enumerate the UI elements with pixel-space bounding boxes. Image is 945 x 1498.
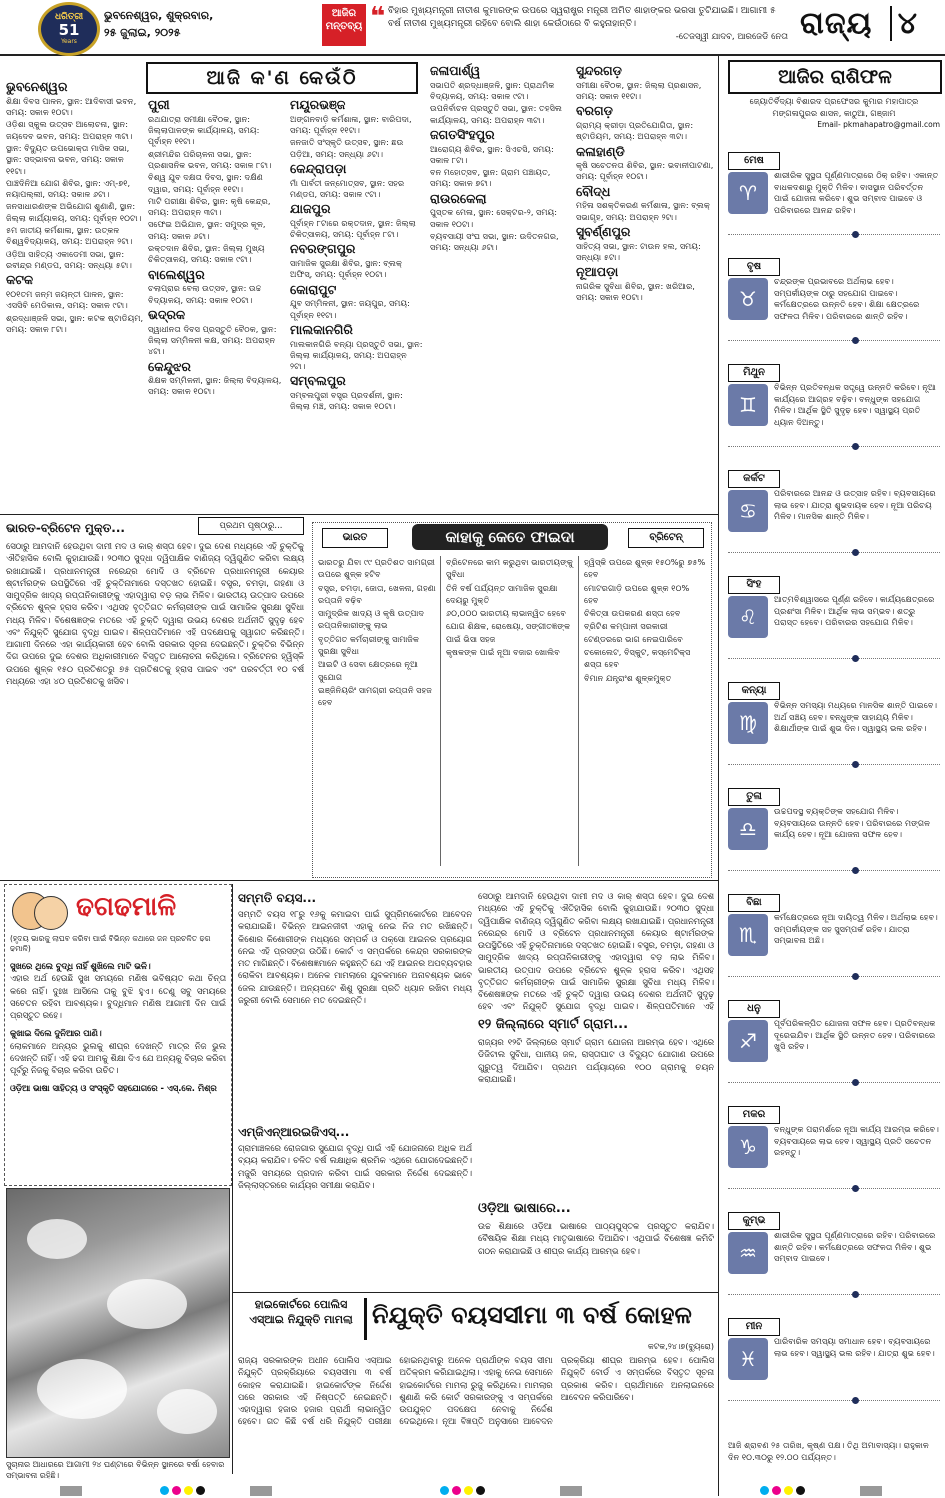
first-page-tag: ପ୍ରଥମ ପୃଷ୍ଠାରୁ... (198, 517, 304, 535)
rashi-separator (728, 1400, 940, 1402)
rashi-item (728, 362, 942, 458)
rashi-item (728, 1104, 942, 1200)
cmyk-dot (184, 1486, 193, 1495)
cmyk-dot (760, 1486, 769, 1495)
print-mark (60, 1486, 82, 1496)
zodiac-icon: ♊ (728, 384, 768, 426)
uk-points (584, 556, 706, 685)
cartoon-face-icon (34, 896, 68, 930)
rashi-forecast: ଆତ୍ମବିଶ୍ୱାସରେ ପୂର୍ଣ୍ଣ ରହିବେ। କାର୍ଯ୍ୟକ୍ଷେତ୍ରରେ ପ୍ରଶଂସା ମିଳିବ। ଆର୍ଥିକ ଲାଭ ସମ୍ଭବ। ଶତ୍ରୁ ପରାସ୍ତ ହେବେ। ପରିବାରର ସହଯୋଗ ମିଳିବ। (774, 594, 935, 628)
section-divider (0, 514, 718, 515)
dhagamali-title: ଢଗଢମାଳି (76, 892, 177, 922)
zodiac-icon: ♒ (728, 1232, 768, 1274)
rashi-forecast: ପୂର୍ବପରିକଳ୍ପିତ ଯୋଜନା ସଫଳ ହେବ। ପ୍ରତିବନ୍ଧକ ଦୂରେଇଯିବ। ଆର୍ଥିକ ସ୍ଥିତି ଉନ୍ନତ ହେବ। ପରିବାରରେ ଖୁସି ରହିବ। (774, 1018, 936, 1052)
rashi-item (728, 574, 942, 670)
rashi-name: ମେଷ (728, 152, 780, 170)
rashi-forecast: ଚନ୍ଦ୍ରଙ୍କ ପ୍ରଭାବରେ ଅର୍ଥଲାଭ ହେବ। ସମ୍ପର୍କୀୟଙ୍କ ଠାରୁ ସହଯୋଗ ପାଇବେ। କର୍ମକ୍ଷେତ୍ରରେ ଉନ୍ନତି ହେବ। ଶିକ୍ଷା କ୍ଷେତ୍ରରେ ସଫଳତା ମିଳିବ। ପରିବାରରେ ଶାନ୍ତି ରହିବ। (774, 276, 920, 321)
cmyk-dot (160, 1486, 169, 1495)
events-column-5: ସୁନ୍ଦରଗଡ଼ ସମୀକ୍ଷା ବୈଠକ, ସ୍ଥାନ: ଜିଲ୍ଲା ପ୍ରଶାସନ, ସମୟ: ସକାଳ ୧୧ଟା। ବରଗଡ଼ ଗ୍ରାମ୍ୟ କ୍ରୀଡ଼ା ପ୍ରତିଯୋଗିତା, ସ୍ଥାନ: ଷ୍ଟାଡିୟମ, ସମୟ: ଅପରାହ୍ନ ୩ଟା। କଳାହାଣ୍ଡି କୃଷି ସଚେତନତା ଶିବିର, ସ୍ଥାନ: ଭବାନୀପାଟଣା, ସମୟ: ପୂର୍ବାହ୍ନ ୧୦ଟା। ବୌଦ୍ଧ ମହିଳା ସଶକ୍ତିକରଣ କର୍ମଶାଳା, ସ୍ଥାନ: ବ୍ଲକ୍ ସଭାଗୃହ, ସମୟ: ଅପରାହ୍ନ ୨ଟା। ସୁବର୍ଣ୍ଣପୁର ସାହିତ୍ୟ ସଭା, ସ୍ଥାନ: ଟାଉନ ହଲ, ସମୟ: ସନ୍ଧ୍ୟା ୫ଟା। ନୂଆପଡ଼ା ନାଗରିକ ସୁବିଧା ଶିବିର, ସ୍ଥାନ: ଖରିଆର, ସମୟ: ସକାଳ ୧୦ଟା। (576, 63, 714, 303)
rashi-separator (728, 764, 940, 766)
kahaku-title: କାହାକୁ କେତେ ଫାଇଦା (412, 524, 608, 550)
continued-story-body: ସେଠାରୁ ଆମଦାନି ହେଉଥିବା ଦାମୀ ମଦ ଓ କାର୍ ଶସ୍ତା ହେବ। ଦୁଇ ଦେଶ ମଧ୍ୟରେ ଏହି ଚୁକ୍ତିକୁ ଐତିହାସିକ ବୋଲି କୁହାଯାଉଛି। ୨୦୩୦ ସୁଦ୍ଧା ଦ୍ୱିପାକ୍ଷିକ ବାଣିଜ୍ୟ ଦ୍ୱିଗୁଣିତ କରିବା ଲକ୍ଷ୍ୟ ରଖାଯାଇଛି। ପ୍ରଧାନମନ୍ତ୍ରୀ ନରେନ୍ଦ୍ର ମୋଦି ଓ ବ୍ରିଟେନ ପ୍ରଧାନମନ୍ତ୍ରୀ କେୟାର ଷ୍ଟାର୍ମରଙ୍କ ଉପସ୍ଥିତିରେ ଏହି ଚୁକ୍ତିନାମାରେ ଦସ୍ତଖତ ହୋଇଛି। ବସ୍ତ୍ର, ଚମଡ଼ା, ଗହଣା ଓ ସାମୁଦ୍ରିକ ଖାଦ୍ୟ ରପ୍ତାନିକାରୀଙ୍କୁ ଏହାଦ୍ୱାରା ବଡ଼ ଲାଭ ମିଳିବ। ଭାରତୀୟ ଉତ୍ପାଦ ଉପରେ ବ୍ରିଟେନ ଶୁଳ୍କ ହ୍ରାସ କରିବ। ଏଥିସହ ବୃତ୍ତିଗତ କର୍ମଚାରୀଙ୍କ ପାଇଁ ସାମାଜିକ ସୁରକ୍ଷା ସୁବିଧା ମଧ୍ୟ ମିଳିବ। ବିଶେଷଜ୍ଞଙ୍କ ମତରେ ଏହି ଚୁକ୍ତି ଦ୍ୱାରା ଉଭୟ ଦେଶର ଅର୍ଥନୀତି ସୁଦୃଢ଼ ହେବ ଏବଂ ନିଯୁକ୍ତି ସୁଯୋଗ ବୃଦ୍ଧି ପାଇବ। ଶିଳ୍ପପତିମାନେ ଏହି (478, 891, 714, 1012)
uk-point: ଚକୋଲେଟ, ବିସ୍କୁଟ, କସ୍ମେଟିକ୍ସ ଶସ୍ତା ହେବ (584, 647, 691, 670)
cmyk-dot (476, 1486, 485, 1495)
dhagamali-entry: ସୁଖରେ ଥିଲେ ବୁଦ୍ଧି ନାହିଁ ଶୁଖିଲେ ମାଟି ଭଳି। ଏହାର ଅର୍ଥ ହେଉଛି ସୁଖ ସମୟରେ ମଣିଷ ଭବିଷ୍ୟତ କଥା ଚିନ୍ତା କରେ ନାହିଁ। ଦୁଃଖ ଆସିଲେ ତାକୁ ବୁଝି ହୁଏ। ତେଣୁ ସବୁ ସମୟରେ ସଚେତନ ରହିବା ଆବଶ୍ୟକ। ବୁଦ୍ଧିମାନ ମଣିଷ ଆଗାମୀ ଦିନ ପାଇଁ ପ୍ରସ୍ତୁତ ରହେ। କୁଖାଇ ଦିଲେ ଦୁନିଆର ପାଣି। ଲୋକମାନେ ଅନ୍ୟର ଭୁଲକୁ ଶୀଘ୍ର ଦେଖନ୍ତି ମାତ୍ର ନିଜ ଭୁଲ ଦେଖନ୍ତି ନାହିଁ। ଏହି ଢଗ ଆମକୁ ଶିକ୍ଷା ଦିଏ ଯେ ଅନ୍ୟକୁ ବିଚାର କରିବା ପୂର୍ବରୁ ନିଜକୁ ବିଚାର କରିବା ଉଚିତ। ଓଡ଼ିଆ ଭାଷା ସାହିତ୍ୟ ଓ ସଂସ୍କୃତି ସହଯୋଗରେ - ଏସ୍.କେ. ମିଶ୍ର (10, 961, 226, 1094)
rashi-forecast: ପାରିବାରିକ ସମସ୍ୟା ସମାଧାନ ହେବ। ବ୍ୟବସାୟରେ ଲାଭ ହେବ। ସ୍ୱାସ୍ଥ୍ୟ ଭଲ ରହିବ। ଯାତ୍ରା ଶୁଭ ହେବ। (774, 1336, 935, 1358)
zodiac-icon: ♍ (728, 702, 768, 744)
rashi-item (728, 150, 942, 246)
kahaku-divider (440, 556, 441, 866)
rashi-separator (728, 870, 940, 872)
uk-point: ବ୍ରିଟିଶ କମ୍ପାନୀ ସରକାରୀ ଟେଣ୍ଡରରେ ଭାଗ ନେଇପାରିବେ (584, 621, 683, 644)
cmyk-dot (464, 1486, 473, 1495)
mnrega-body: ଗ୍ରାମାଞ୍ଚଳରେ ରୋଜଗାର ସୁଯୋଗ ବୃଦ୍ଧି ପାଇଁ ଏହି ଯୋଜନାରେ ଅଧିକ ଅର୍ଥ ବ୍ୟୟ କରାଯିବ। ଚଳିତ ବର୍ଷ ଲକ୍ଷାଧିକ ଶ୍ରମିକ ଏଥିରେ ଯୋଗଦେଇଛନ୍ତି। ମଜୁରି ସମୟରେ ପ୍ରଦାନ କରିବା ପାଇଁ ସରକାର ନିର୍ଦ୍ଦେଶ ଦେଇଛନ୍ତି। ଜିଲ୍ଲାସ୍ତରରେ କାର୍ଯ୍ୟର ସମୀକ୍ଷା କରାଯିବ। (238, 1143, 472, 1190)
zodiac-icon: ♋ (728, 490, 768, 532)
events-column-4: ଜଳାପାର୍ଶ୍ୱ ସଭାପତି ଶ୍ରଦ୍ଧାଞ୍ଜଳି, ସ୍ଥାନ: ପ୍ରାଥମିକ ବିଦ୍ୟାଳୟ, ସମୟ: ସକାଳ ୯ଟା। ଉପନିର୍ବାଚନ ପ୍ରସ୍ତୁତି ସଭା, ସ୍ଥାନ: ତହସିଲ କାର୍ଯ୍ୟାଳୟ, ସମୟ: ଅପରାହ୍ନ ୩ଟା। ଜଗତସିଂହପୁର ଆରୋଗ୍ୟ ଶିବିର, ସ୍ଥାନ: ସିଏଚସି, ସମୟ: ସକାଳ ୮ଟା। ବନ ମହୋତ୍ସବ, ସ୍ଥାନ: ଗ୍ରାମ ପଞ୍ଚାୟତ, ସମୟ: ସକାଳ ୭ଟା। ରାଉରକେଲା ପୁସ୍ତକ ମେଳା, ସ୍ଥାନ: ସେକ୍ଟର-୨, ସମୟ: ସକାଳ ୧୦ଟା। ବ୍ୟବସାୟୀ ସଂଘ ସଭା, ସ୍ଥାନ: ଉଦିତନଗର, ସମୟ: ସନ୍ଧ୍ୟା ୬ଟା। (430, 63, 563, 253)
bottom-body: ରାଜ୍ୟ ସରକାରଙ୍କ ଅଧୀନ ପୋଲିସ ଏସ୍ଆଇ ନିଯୁକ୍ତି ପ୍ରକ୍ରିୟାରେ ବୟସସୀମା ୩ ବର୍ଷ କୋହଳ କରାଯାଇଛି। ହାଇକୋର୍ଟଙ୍କ ନିର୍ଦ୍ଦେଶ ପରେ ସରକାର ଏହି ନିଷ୍ପତ୍ତି ନେଇଛନ୍ତି। ଏହାଦ୍ୱାରା ହଜାର ହଜାର ପ୍ରାର୍ଥୀ ଲାଭାନ୍ୱିତ ହେବେ। ଗତ କିଛି ବର୍ଷ ଧରି ନିଯୁକ୍ତି ପରୀକ୍ଷା ହୋଇନଥିବାରୁ ଅନେକ ପ୍ରାର୍ଥୀଙ୍କ ବୟସ ସୀମା ଅତିକ୍ରମ କରିଯାଇଥିଲା। ଏହାକୁ ନେଇ ସେମାନେ ହାଇକୋର୍ଟରେ ମାମଲା ରୁଜୁ କରିଥିଲେ। ମାମଲାର ଶୁଣାଣି କରି କୋର୍ଟ ସରକାରଙ୍କୁ ଏ ସମ୍ପର୍କରେ ଉପଯୁକ୍ତ ପଦକ୍ଷେପ ନେବାକୁ ନିର୍ଦ୍ଦେଶ ଦେଇଥିଲେ। ନୂଆ ବିଜ୍ଞପ୍ତି ଅନୁସାରେ ଆବେଦନ ପ୍ରକ୍ରିୟା ଶୀଘ୍ର ଆରମ୍ଭ ହେବ। ପୋଲିସ ନିଯୁକ୍ତି ବୋର୍ଡ ଏ ସମ୍ପର୍କରେ ବିସ୍ତୃତ ସୂଚନା ପ୍ରକାଶ କରିବ। ପ୍ରାର୍ଥୀମାନେ ଅନଲାଇନରେ ଆବେଦନ କରିପାରିବେ। (238, 1355, 714, 1427)
uk-point: ହ୍ୱିସ୍କି ଉପରେ ଶୁଳ୍କ ୧୫୦%ରୁ ୭୫% ହେବ (584, 557, 706, 580)
rashi-name: ମକର (728, 1106, 780, 1124)
zilla-gram-headline: ୧୨ ଜିଲ୍ଲାରେ ସ୍ମାର୍ଟ ଗ୍ରାମ... (478, 1017, 629, 1032)
india-britain-headline: ଭାରତ-ବ୍ରିଟେନ ମୁକ୍ତ... (6, 521, 125, 535)
zodiac-icon: ♐ (728, 1020, 768, 1062)
india-point: ସାମୁଦ୍ରିକ ଖାଦ୍ୟ ଓ କୃଷି ଉତ୍ପାଦ ରପ୍ତାନିକାରୀଙ୍କୁ ଲାଭ (318, 608, 425, 631)
rashi-separator (728, 340, 940, 342)
cmyk-dot (784, 1486, 793, 1495)
cmyk-dot (172, 1486, 181, 1495)
print-mark (860, 1486, 882, 1496)
rashi-item (728, 256, 942, 352)
rashi-separator (728, 1188, 940, 1190)
india-points (318, 556, 436, 710)
rashi-separator (728, 1294, 940, 1296)
rashi-name: ତୁଳା (728, 788, 780, 806)
zodiac-icon: ♓ (728, 1338, 768, 1380)
sammati-headline: ସମ୍ମତି ବୟସ... (238, 891, 317, 905)
zilla-gram-body: ରାଜ୍ୟର ୧୨ଟି ଜିଲ୍ଲାରେ ସ୍ମାର୍ଟ ଗ୍ରାମ ଯୋଜନା ଆରମ୍ଭ ହେବ। ଏଥିରେ ଡିଜିଟାଲ ସୁବିଧା, ପାନୀୟ ଜଳ, ରାସ୍ତାଘାଟ ଓ ବିଦ୍ୟୁତ ଯୋଗାଣ ଉପରେ ଗୁରୁତ୍ୱ ଦିଆଯିବ। ପ୍ରଥମ ପର୍ଯ୍ୟାୟରେ ୧୦୦ ଗ୍ରାମକୁ ଚୟନ କରାଯାଇଛି। (478, 1037, 714, 1084)
section-divider (232, 1292, 718, 1293)
odia-bhasa-headline: ଓଡ଼ିଆ ଭାଷାରେ... (478, 1201, 571, 1216)
rashi-forecast: ବିଭିନ୍ନ ସମସ୍ୟା ମଧ୍ୟରେ ମାନସିକ ଶାନ୍ତି ପାଇବେ। ଅର୍ଥ ସଞ୍ଚୟ ହେବ। ବନ୍ଧୁଙ୍କ ସାହାଯ୍ୟ ମିଳିବ। ଶିକ୍ଷାର୍ଥୀଙ୍କ ପାଇଁ ଶୁଭ ଦିନ। ସ୍ୱାସ୍ଥ୍ୟ ଭଲ ରହିବ। (774, 700, 938, 734)
rashi-forecast: ବନ୍ଧୁଙ୍କ ପରାମର୍ଶରେ ନୂଆ କାର୍ଯ୍ୟ ଆରମ୍ଭ କରିବେ। ବ୍ୟବସାୟରେ ଲାଭ ହେବ। ସ୍ୱାସ୍ଥ୍ୟ ପ୍ରତି ସଚେତନ ରହନ୍ତୁ। (774, 1124, 939, 1158)
zodiac-icon: ♎ (728, 808, 768, 850)
india-point: ଇଞ୍ଜିନିୟରିଂ ସାମଗ୍ରୀ ରପ୍ତାନି ସହଜ ହେବ (318, 684, 432, 708)
rashi-forecast: ପରିବାରରେ ଆନନ୍ଦ ଓ ଉତ୍ସାହ ରହିବ। ବ୍ୟବସାୟରେ ଲାଭ ହେବ। ଯାତ୍ରା ଶୁଭଦାୟକ ହେବ। ନୂଆ ପରିଚୟ ମିଳିବ। ମାନସିକ ଶାନ୍ତି ମିଳିବ। (774, 488, 936, 522)
rashi-name: କୁମ୍ଭ (728, 1212, 780, 1230)
india-point: ବୃତ୍ତିଗତ କର୍ମଚାରୀଙ୍କୁ ସାମାଜିକ ସୁରକ୍ଷା ସୁବିଧା (318, 633, 420, 657)
middle-points (446, 556, 574, 659)
rashi-item (728, 1210, 942, 1306)
uk-point: ବିମାନ ଯନ୍ତ୍ରାଂଶ ଶୁଳ୍କମୁକ୍ତ (584, 672, 672, 683)
rashi-name: କନ୍ୟା (728, 682, 780, 700)
zodiac-icon: ♏ (728, 914, 768, 956)
rashi-item (728, 998, 942, 1094)
quote-mark-icon: ❝ (370, 2, 386, 32)
cmyk-dot (772, 1486, 781, 1495)
odia-bhasa-body: ଉଚ୍ଚ ଶିକ୍ଷାରେ ଓଡ଼ିଆ ଭାଷାରେ ପାଠ୍ୟପୁସ୍ତକ ପ୍ରସ୍ତୁତ କରାଯିବ। ବୈଷୟିକ ଶିକ୍ଷା ମଧ୍ୟ ମାତୃଭାଷାରେ ଦିଆଯିବ। ଏଥିପାଇଁ ବିଶେଷଜ୍ଞ କମିଟି ଗଠନ କରାଯାଇଛି ଓ ଶୀଘ୍ର କାର୍ଯ୍ୟ ଆରମ୍ଭ ହେବ। (478, 1221, 714, 1256)
column-divider (718, 56, 719, 1496)
middle-point: ଯୋଗ ଶିକ୍ଷକ, ରୋଷେୟା, ସଙ୍ଗୀତଜ୍ଞଙ୍କ ପାଇଁ ଭିସା ସହଜ (446, 621, 571, 644)
rashi-forecast: ବିଭିନ୍ନ ପ୍ରତିବନ୍ଧକ ସତ୍ତ୍ୱେ ଉନ୍ନତି କରିବେ। ନୂଆ କାର୍ଯ୍ୟରେ ଆଗ୍ରହ ବଢ଼ିବ। ବନ୍ଧୁଙ୍କ ସହଯୋଗ ମିଳିବ। ଆର୍ଥିକ ସ୍ଥିତି ସୁଦୃଢ଼ ହେବ। ସ୍ୱାସ୍ଥ୍ୟ ପ୍ରତି ଧ୍ୟାନ ଦିଅନ୍ତୁ। (774, 382, 936, 427)
weather-satellite-map (6, 1188, 230, 1458)
rashi-forecast: କର୍ମକ୍ଷେତ୍ରରେ ନୂଆ ଦାୟିତ୍ୱ ମିଳିବ। ଅର୍ଥଲାଭ ହେବ। ସମ୍ପର୍କୀୟଙ୍କ ସହ ସୁସମ୍ପର୍କ ରହିବ। ଯାତ୍ରା ସମ୍ଭାବନା ଅଛି। (774, 912, 938, 946)
print-mark (560, 1486, 582, 1496)
weather-caption: ସୁଚାନାର ଆଧାରରେ ଆଗାମୀ ୨୪ ଘଣ୍ଟାରେ ବିଭିନ୍ନ ସ୍ଥାନରେ ବର୍ଷା ହେବାର ସମ୍ଭାବନା ରହିଛି। (6, 1460, 225, 1480)
rashi-separator (728, 234, 940, 236)
rashi-item (728, 680, 942, 776)
rashi-item (728, 468, 942, 564)
print-mark (250, 1486, 272, 1496)
column-divider (232, 884, 233, 1474)
middle-point: କୃଷକଙ୍କ ପାଇଁ ନୂଆ ବଜାର ଖୋଲିବ (446, 647, 560, 658)
rashi-name: ମିଥୁନ (728, 364, 780, 382)
astrologer-credit: ଜ୍ୟୋତିର୍ବିଦ୍ୟା ବିଶାରଦ ପ୍ରଫେସର କୁମାର ମହାପାତ୍ର ମଙ୍ଗଳାପୁରର ଶାସନ, କାଠୁଆ, ଗଞ୍ଜାମ Email- pkmahapatro@gmail.com (749, 96, 940, 129)
india-point: ବସ୍ତ୍ର, ଚମଡ଼ା, ଜୋତା, ଖେଳନା, ଗହଣା ରପ୍ତାନି ବଢ଼ିବ (318, 582, 436, 605)
rashi-name: କର୍କଟ (728, 470, 780, 488)
rashi-item (728, 1316, 942, 1412)
rashi-name: ଧନୁ (728, 1000, 780, 1018)
section-divider (0, 880, 718, 881)
panjika-footer: ଆଜି ଶ୍ରାବଣ ୨୫ ତାରିଖ, କୃଷ୍ଣ ପକ୍ଷ। ତିଥି ଅମାବାସ୍ୟା। ରାହୁକାଳ ଦିନ ୧୦.୩୦ରୁ ୧୨.୦୦ ପର୍ଯ୍ୟନ୍ତ। (728, 1440, 929, 1462)
cmyk-dot (796, 1486, 805, 1495)
zodiac-icon: ♌ (728, 596, 768, 638)
logo: ଧରିତ୍ରୀ 51 Years (38, 2, 100, 56)
india-point: ଭାରତରୁ ଯିବା ୯୯ ପ୍ରତିଶତ ସାମଗ୍ରୀ ଉପରେ ଶୁଳ୍କ ହଟିବ (318, 557, 435, 580)
middle-point: ୬୦,୦୦୦ ଭାରତୀୟ ଲାଭାନ୍ୱିତ ହେବେ (446, 608, 566, 619)
quote-of-day: ବିହାର ମୁଖ୍ୟମନ୍ତ୍ରୀ ନୀତୀଶ କୁମାରଙ୍କ ଉପରେ ସ୍ୱରାଷ୍ଟ୍ର ମନ୍ତ୍ରୀ ଅମିତ ଶାହାଙ୍କର ଭରସା ତୁଟିଯାଇଛି। ଆଗାମୀ ୫ ବର୍ଷ ନୀତୀଶ ମୁଖ୍ୟମନ୍ତ୍ରୀ ରହିବେ ବୋଲି ଶାହା କେଉଁଠାରେ ବି କହୁନାହାନ୍ତି। -ତେଜସ୍ୱୀ ଯାଦବ, ଆରଜେଡି ନେତା (388, 6, 788, 43)
uk-point: ମୋଟରଗାଡ଼ି ଉପରେ ଶୁଳ୍କ ୧୦% ହେବ (584, 582, 690, 605)
cmyk-dot (440, 1486, 449, 1495)
aaji-kana-keunthi-banner: ଆଜି କ'ଣ କେଉଁଠି (146, 62, 418, 94)
rashi-forecast: ଶାରୀରିକ ସୁସ୍ଥତା ପୂର୍ଣ୍ଣମାତ୍ରାରେ ରହିବ। ପରିବାରରେ ଶାନ୍ତି ରହିବ। କର୍ମକ୍ଷେତ୍ରରେ ସଫଳତା ମିଳିବ। ଶୁଭ ସମ୍ବାଦ ପାଇବେ। (774, 1230, 936, 1264)
sammati-body: ସମ୍ମତି ବୟସ ୧୮ରୁ ୧୬କୁ କମାଇବା ପାଇଁ ସୁପ୍ରିମକୋର୍ଟରେ ଆବେଦନ କରାଯାଇଛି। ବିଭିନ୍ନ ଆଇନଜୀବୀ ଏହାକୁ ନେଇ ନିଜ ମତ ରଖିଛନ୍ତି। କିଶୋର କିଶୋରୀଙ୍କ ମଧ୍ୟରେ ସମ୍ପର୍କ ଓ ପକ୍ସୋ ଆଇନର ପ୍ରୟୋଗ ନେଇ ଏହି ପ୍ରସଙ୍ଗ ଉଠିଛି। କୋର୍ଟ ଏ ସମ୍ପର୍କରେ କେନ୍ଦ୍ର ସରକାରଙ୍କ ମତ ମାଗିଛନ୍ତି। ବିଶେଷଜ୍ଞମାନେ କହୁଛନ୍ତି ଯେ ଏହି ଆଇନର ଅପବ୍ୟବହାର ରୋକିବା ଆବଶ୍ୟକ। ଅନେକ ମାମଲାରେ ଯୁବକମାନେ ଅନାବଶ୍ୟକ ଭାବେ ଜେଲ ଯାଉଛନ୍ତି। ଅନ୍ୟପଟେ ଶିଶୁ ସୁରକ୍ଷା ପ୍ରତି ଧ୍ୟାନ ରଖିବା ମଧ୍ୟ ଜରୁରୀ ବୋଲି ସେମାନେ ମତ ଦେଇଛନ୍ତି। (238, 909, 472, 1005)
rashi-name: ମୀନ (728, 1318, 780, 1336)
events-column-1: ଭୁବନେଶ୍ୱର ଶିକ୍ଷା ଦିବସ ପାଳନ, ସ୍ଥାନ: ଆଦିବାସୀ ଭବନ, ସମୟ: ସକାଳ ୧୦ଟା। ଓଡ଼ିଶା ସ୍କୁଲ ଉତ୍ସବ ଆଲୋଚନା, ସ୍ଥାନ: ଜୟଦେବ ଭବନ, ସମୟ: ଅପରାହ୍ନ ୩ଟା। ସ୍ଥାନ: ବିଦ୍ୟୁତ ଉପଭୋକ୍ତା ମାସିକ ସଭା, ସ୍ଥାନ: ସଦ୍ଭାବନା ଭବନ, ସମୟ: ସକାଳ ୧୧ଟା। ପାଞ୍ଚଦିନିଆ ଯୋଗ ଶିବିର, ସ୍ଥାନ: ଏମ୍-୭୧, ନୟାପଲ୍ଲୀ, ସମୟ: ସକାଳ ୬ଟା। ଜନସାଧାରଣଙ୍କ ଅଭିଯୋଗ ଶୁଣାଣି, ସ୍ଥାନ: ଜିଲ୍ଲା କାର୍ଯ୍ୟାଳୟ, ସମୟ: ପୂର୍ବାହ୍ନ ୧୦ଟା। ୫ମ ଜାତୀୟ କର୍ମଶାଳା, ସ୍ଥାନ: ଉତ୍କଳ ବିଶ୍ୱବିଦ୍ୟାଳୟ, ସମୟ: ଅପରାହ୍ନ ୨ଟା। ଓଡ଼ିଆ ସାହିତ୍ୟ ଏକାଡେମୀ ସଭା, ସ୍ଥାନ: ରବୀନ୍ଦ୍ର ମଣ୍ଡପ, ସମୟ: ସନ୍ଧ୍ୟା ୫ଟା। କଟକ ୧୦୧ତମ ଜନ୍ମ ଜୟନ୍ତୀ ପାଳନ, ସ୍ଥାନ: ଏସସିବି ମେଡିକାଲ, ସମୟ: ସକାଳ ୯ଟା। ଶ୍ରଦ୍ଧାଞ୍ଜଳି ସଭା, ସ୍ଥାନ: କଟକ ଷ୍ଟାଡିୟମ, ସମୟ: ସକାଳ ୮ଟା। (6, 79, 144, 334)
rashi-separator (728, 976, 940, 978)
zodiac-icon: ♉ (728, 278, 768, 320)
rashi-forecast: ଉଚ୍ଚପଦସ୍ଥ ବ୍ୟକ୍ତିଙ୍କ ସହଯୋଗ ମିଳିବ। ବ୍ୟବସାୟରେ ଉନ୍ନତି ହେବ। ପରିବାରରେ ମଙ୍ଗଳ କାର୍ଯ୍ୟ ହେବ। ନୂଆ ଯୋଜନା ସଫଳ ହେବ। (774, 806, 931, 840)
events-column-3: ମୟୂରଭଞ୍ଜ ଅଙ୍ଗନବାଡ଼ି କର୍ମଶାଳା, ସ୍ଥାନ: ବାରିପଦା, ସମୟ: ପୂର୍ବାହ୍ନ ୧୧ଟା। ଜନଜାତି ସଂସ୍କୃତି ଉତ୍ସବ, ସ୍ଥାନ: ଛଉ ପଡ଼ିଆ, ସମୟ: ସନ୍ଧ୍ୟା ୬ଟା। କେନ୍ଦ୍ରାପଡ଼ା ମାଁ ପାର୍ବତୀ ଜନ୍ମୋତ୍ସବ, ସ୍ଥାନ: ସହର ମଣ୍ଡପ, ସମୟ: ସକାଳ ୯ଟା। ଯାଜପୁର ପୂର୍ବାହ୍ନ ୮ଟାରେ ରକ୍ତଦାନ, ସ୍ଥାନ: ଜିଲ୍ଲା ଚିକିତ୍ସାଳୟ, ସମୟ: ପୂର୍ବାହ୍ନ ୮ଟା। ନବରଙ୍ଗପୁର ସାମାଜିକ ସୁରକ୍ଷା ଶିବିର, ସ୍ଥାନ: ବ୍ଲକ୍ ଅଫିସ୍, ସମୟ: ପୂର୍ବାହ୍ନ ୧୦ଟା। କୋରାପୁଟ ଯୁବ ସମ୍ମିଳନୀ, ସ୍ଥାନ: ଜୟପୁର, ସମୟ: ପୂର୍ବାହ୍ନ ୧୧ଟା। ମାଲକାନଗିରି ମାଲକାନଗିରି ବନ୍ୟା ପ୍ରସ୍ତୁତି ସଭା, ସ୍ଥାନ: ଜିଲ୍ଲା କାର୍ଯ୍ୟାଳୟ, ସମୟ: ଅପରାହ୍ନ ୨ଟା। ସମ୍ବଲପୁର ସମ୍ବଲପୁରୀ ବସ୍ତ୍ର ପ୍ରଦର୍ଶନୀ, ସ୍ଥାନ: ଜିଲ୍ଲା ମଞ୍ଚ, ସମୟ: ସକାଳ ୧୦ଟା। (290, 97, 423, 412)
india-britain-body: ସେଠାରୁ ଆମଦାନି ହେଉଥିବା ଦାମୀ ମଦ ଓ କାର୍ ଶସ୍ତା ହେବ। ଦୁଇ ଦେଶ ମଧ୍ୟରେ ଏହି ଚୁକ୍ତିକୁ ଐତିହାସିକ ବୋଲି କୁହାଯାଉଛି। ୨୦୩୦ ସୁଦ୍ଧା ଦ୍ୱିପାକ୍ଷିକ ବାଣିଜ୍ୟ ଦ୍ୱିଗୁଣିତ କରିବା ଲକ୍ଷ୍ୟ ରଖାଯାଇଛି। ପ୍ରଧାନମନ୍ତ୍ରୀ ନରେନ୍ଦ୍ର ମୋଦି ଓ ବ୍ରିଟେନ ପ୍ରଧାନମନ୍ତ୍ରୀ କେୟାର ଷ୍ଟାର୍ମରଙ୍କ ଉପସ୍ଥିତିରେ ଏହି ଚୁକ୍ତିନାମାରେ ଦସ୍ତଖତ ହୋଇଛି। ବସ୍ତ୍ର, ଚମଡ଼ା, ଗହଣା ଓ ସାମୁଦ୍ରିକ ଖାଦ୍ୟ ରପ୍ତାନିକାରୀଙ୍କୁ ଏହାଦ୍ୱାରା ବଡ଼ ଲାଭ ମିଳିବ। ଭାରତୀୟ ଉତ୍ପାଦ ଉପରେ ବ୍ରିଟେନ ଶୁଳ୍କ ହ୍ରାସ କରିବ। ଏଥିସହ ବୃତ୍ତିଗତ କର୍ମଚାରୀଙ୍କ ପାଇଁ ସାମାଜିକ ସୁରକ୍ଷା ସୁବିଧା ମଧ୍ୟ ମିଳିବ। ବିଶେଷଜ୍ଞଙ୍କ ମତରେ ଏହି ଚୁକ୍ତି ଦ୍ୱାରା ଉଭୟ ଦେଶର ଅର୍ଥନୀତି ସୁଦୃଢ଼ ହେବ ଏବଂ ନିଯୁକ୍ତି ସୁଯୋଗ ବୃଦ୍ଧି ପାଇବ। ଶିଳ୍ପପତିମାନେ ଏହି ପଦକ୍ଷେପକୁ ସ୍ୱାଗତ କରିଛନ୍ତି। ଆଗାମୀ ଦିନରେ ଏହା କାର୍ଯ୍ୟକାରୀ ହେବ ବୋଲି ସରକାର ସୂଚନା ଦେଇଛନ୍ତି। ଚୁକ୍ତିର ବିଭିନ୍ନ ଦିଗ ଉପରେ ଦୁଇ ଦେଶର ଅଧିକାରୀମାନେ ବିସ୍ତୃତ ଆଲୋଚନା କରିଥିଲେ। ବ୍ରିଟେନର ହ୍ୱିସ୍କି ଉପରେ ଶୁଳ୍କ ୧୫୦ ପ୍ରତିଶତରୁ ୭୫ ପ୍ରତିଶତକୁ ହ୍ରାସ ପାଇବ ଏବଂ ପରବର୍ତ୍ତୀ ୧୦ ବର୍ଷ ମଧ୍ୟରେ ଏହା ୪୦ ପ୍ରତିଶତକୁ ଖସିବ। (6, 541, 304, 686)
dateline: ଭୁବନେଶ୍ୱର, ଶୁକ୍ରବାର, ୨୫ ଜୁଲାଇ, ୨୦୨୫ (104, 9, 214, 39)
zodiac-icon: ♑ (728, 1126, 768, 1168)
bottom-dateline: କଟକ,୨୪।୭(ବ୍ୟୁରୋ) (647, 1342, 714, 1351)
bottom-headline: ନିଯୁକ୍ତି ବୟସସୀମା ୩ ବର୍ଷ କୋହଳ (372, 1301, 692, 1329)
rashi-separator (728, 1082, 940, 1084)
rashi-separator (728, 658, 940, 660)
middle-point: ତିନି ବର୍ଷ ପର୍ଯ୍ୟନ୍ତ ସାମାଜିକ ସୁରକ୍ଷା ଦେୟରୁ ମୁକ୍ତି (446, 582, 558, 605)
rashi-item (728, 786, 942, 882)
india-label: ଭାରତ (322, 528, 388, 548)
uk-point: ଚିକିତ୍ସା ଉପକରଣ ଶସ୍ତା ହେବ (584, 608, 681, 619)
page-title: ରାଜ୍ୟ ୪ (800, 6, 919, 41)
rashi-name: ବିଛା (728, 894, 780, 912)
britain-label: ବ୍ରିଟେନ୍ (628, 528, 704, 548)
cmyk-dot (196, 1486, 205, 1495)
rashi-name: ବୃଷ (728, 258, 780, 276)
headline-bar (364, 1298, 367, 1340)
rashi-separator (728, 446, 940, 448)
kahaku-divider (578, 556, 579, 866)
rashi-name: ସିଂହ (728, 576, 780, 594)
cmyk-dot (452, 1486, 461, 1495)
dhagamali-subtitle: (ହୃଦୟ ଭାରକୁ ଲାଘବ କରିବା ପାଇଁ ବିଭିନ୍ନ କଥାରେ ଜନ ପ୍ରଚଳିତ ଢଗ ଢମାଳି) (10, 934, 211, 954)
rashiphala-title: ଆଜିର ରାଶିଫଳ (728, 60, 942, 94)
bottom-kicker: ହାଇକୋର୍ଟରେ ପୋଲିସ ଏସ୍ଆଇ ନିଯୁକ୍ତି ମାମଲା (249, 1298, 353, 1326)
zodiac-icon: ♈ (728, 172, 768, 214)
events-column-2: ପୁରୀ ରଥଯାତ୍ରା ସମୀକ୍ଷା ବୈଠକ, ସ୍ଥାନ: ଜିଲ୍ଲାପାଳଙ୍କ କାର୍ଯ୍ୟାଳୟ, ସମୟ: ପୂର୍ବାହ୍ନ ୧୧ଟା। ଶ୍ରୀମନ୍ଦିର ପରିଚାଳନା ସଭା, ସ୍ଥାନ: ପ୍ରଶାସନିକ ଭବନ, ସମୟ: ସକାଳ ୮ଟା। ବିଶ୍ୱ ଯୁବ ଦକ୍ଷତା ଦିବସ, ସ୍ଥାନ: ଦକ୍ଷିଣ ଦ୍ୱାର, ସମୟ: ପୂର୍ବାହ୍ନ ୧୧ଟା। ମାଟି ପରୀକ୍ଷା ଶିବିର, ସ୍ଥାନ: କୃଷି କେନ୍ଦ୍ର, ସମୟ: ଅପରାହ୍ନ ୩ଟା। ସଫେଇ ଅଭିଯାନ, ସ୍ଥାନ: ସମୁଦ୍ର କୂଳ, ସମୟ: ସକାଳ ୬ଟା। ରକ୍ତଦାନ ଶିବିର, ସ୍ଥାନ: ଜିଲ୍ଲା ମୁଖ୍ୟ ଚିକିତ୍ସାଳୟ, ସମୟ: ସକାଳ ୯ଟା। ବାଲେଶ୍ୱର ଚଲାପ୍ରାର ବେଲା ଉତ୍ସବ, ସ୍ଥାନ: ଉଚ୍ଚ ବିଦ୍ୟାଳୟ, ସମୟ: ସକାଳ ୧୦ଟା। ଭଦ୍ରକ ସ୍ୱାଧୀନତା ଦିବସ ପ୍ରସ୍ତୁତି ବୈଠକ, ସ୍ଥାନ: ଜିଲ୍ଲା ସମ୍ମିଳନୀ କକ୍ଷ, ସମୟ: ଅପରାହ୍ନ ୪ଟା। କେନ୍ଦୁଝର ଶିକ୍ଷକ ସମ୍ମିଳନୀ, ସ୍ଥାନ: ଜିଲ୍ଲା ବିଦ୍ୟାଳୟ, ସମୟ: ସକାଳ ୧୦ଟା। (148, 97, 282, 397)
india-point: ଆଇଟି ଓ ସେବା କ୍ଷେତ୍ରରେ ନୂଆ ସୁଯୋଗ (318, 659, 418, 682)
ajira-mantavya-badge: ଆଜିର ମନ୍ତବ୍ୟ (322, 4, 366, 46)
rashi-item (728, 892, 942, 988)
mnrega-headline: ଏମ୍‌ଜିଏନ୍‌ଆରଇଜିଏସ୍... (238, 1125, 350, 1139)
rashi-forecast: ଶାରୀରିକ ସୁସ୍ଥତା ପୂର୍ଣ୍ଣମାତ୍ରାରେ ଠିକ୍ ରହିବ। ଏକାନ୍ତ ବାଧକଦଶାରୁ ମୁକ୍ତି ମିଳିବ। ବାସସ୍ଥାନ ପରିବର୍ତ୍ତନ ପାଇଁ ଯୋଜନା କରିବେ। ଶୁଭ ସମ୍ବାଦ ପାଇବେ ଓ ପରିବାରରେ ଆନନ୍ଦ ରହିବ। (774, 170, 939, 215)
rashi-separator (728, 552, 940, 554)
middle-point: ବ୍ରିଟେନରେ କାମ କରୁଥିବା ଭାରତୀୟଙ୍କୁ ସୁବିଧା (446, 557, 573, 580)
